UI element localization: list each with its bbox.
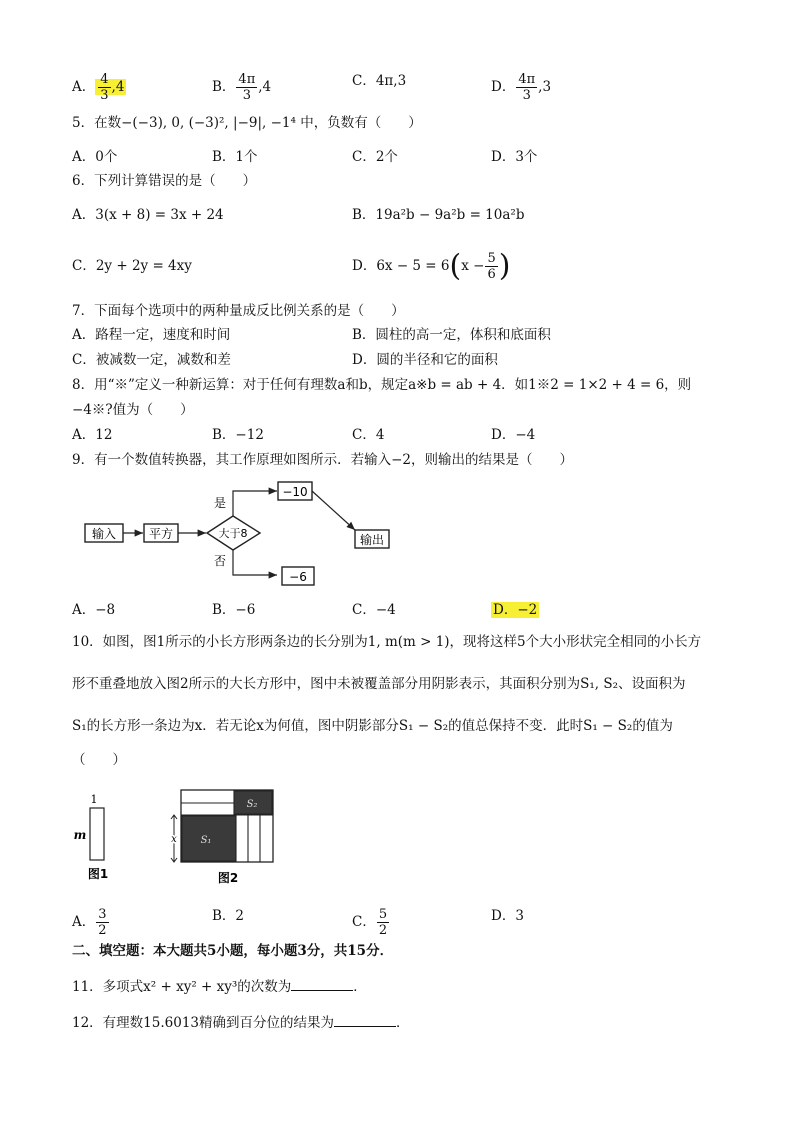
- q8-stem-line2: −4※?值为（ ）: [72, 402, 194, 418]
- q5-option-a[interactable]: A．0个: [72, 149, 118, 165]
- q4-option-a[interactable]: A． $\frac{4}{3}$ ,4: [72, 72, 125, 103]
- fig1-top-label: 1: [90, 793, 98, 806]
- fraction: $\frac{3}{2}$: [98, 907, 107, 938]
- q6-stem: 6．下列计算错误的是（ ）: [72, 173, 257, 189]
- small-rectangle: [90, 808, 104, 860]
- fraction: $\frac{4\pi}{3}$: [518, 72, 536, 103]
- q8-option-a[interactable]: A．12: [72, 427, 113, 443]
- q12: 12．有理数15.6013精确到百分位的结果为 ．: [72, 1012, 410, 1032]
- q10-stem-line4: （ ）: [72, 752, 126, 768]
- q9-option-c[interactable]: C．−4: [352, 602, 396, 618]
- fraction: $\frac{5}{6}$: [487, 251, 496, 282]
- q10-option-b[interactable]: B．2: [212, 908, 245, 924]
- q5-option-d[interactable]: D．3个: [491, 149, 538, 165]
- highlight: $\frac{4}{3}$ ,4: [95, 79, 126, 95]
- minus6-label: −6: [289, 570, 307, 584]
- q5-option-c[interactable]: C．2个: [352, 149, 398, 165]
- q9-option-a[interactable]: A．−8: [72, 602, 116, 618]
- arrow: [233, 491, 277, 516]
- q11: 11．多项式x² + xy² + xy³的次数为 ．: [72, 976, 367, 996]
- no-label: 否: [213, 554, 227, 568]
- q10-stem-line2: 形不重叠地放入图2所示的大长方形中，图中未被覆盖部分用阴影表示，其面积分别为S₁, S₂、设面积为: [72, 676, 686, 692]
- q4-option-c[interactable]: C．4π,3: [352, 73, 407, 89]
- yes-label: 是: [213, 496, 227, 510]
- q8-option-c[interactable]: C．4: [352, 427, 385, 443]
- figure-2: [160, 785, 285, 890]
- input-label: 输入: [91, 527, 117, 541]
- fig2-caption: 图2: [217, 871, 239, 885]
- q6-option-d[interactable]: D．6x − 5 = 6(x − $\frac{5}{6}$ ): [352, 248, 511, 284]
- output-label: 输出: [359, 533, 385, 547]
- q9-option-b[interactable]: B．−6: [212, 602, 256, 618]
- q5-stem: 5．在数−(−3), 0, (−3)², |−9|, −1⁴ 中，负数有（ ）: [72, 115, 422, 131]
- q9-option-d[interactable]: [491, 601, 539, 619]
- x-label: x: [171, 834, 177, 845]
- square-label: 平方: [148, 527, 174, 541]
- q8-option-b[interactable]: B．−12: [212, 427, 264, 443]
- highlight: D．−2: [493, 602, 538, 618]
- answer-blank[interactable]: [334, 1012, 396, 1027]
- arrow: [233, 550, 277, 575]
- fraction: $\frac{4}{3}$: [100, 72, 109, 103]
- q7-option-c[interactable]: C．被减数一定，减数和差: [72, 352, 231, 368]
- fig1-caption: 图1: [87, 867, 109, 881]
- q10-option-c[interactable]: C． $\frac{5}{2}$: [352, 907, 388, 938]
- fraction: $\frac{4\pi}{3}$: [238, 72, 256, 103]
- flowchart-diagram: [80, 478, 400, 593]
- figure-1: [70, 790, 130, 890]
- q10-option-d[interactable]: D．3: [491, 908, 524, 924]
- q4-option-b[interactable]: B． $\frac{4\pi}{3}$ ,4: [212, 72, 272, 103]
- q6-option-c[interactable]: C．2y + 2y = 4xy: [72, 258, 192, 274]
- section-2-heading: 二、填空题：本大题共5小题，每小题3分，共15分．: [72, 943, 394, 959]
- q6-option-b[interactable]: B．19a²b − 9a²b = 10a²b: [352, 207, 525, 223]
- q5-option-b[interactable]: B．1个: [212, 149, 258, 165]
- q7-option-a[interactable]: A．路程一定，速度和时间: [72, 327, 231, 343]
- arrow: [312, 491, 355, 530]
- q7-stem: 7．下面每个选项中的两种量成反比例关系的是（ ）: [72, 303, 405, 319]
- fig1-side-label: m: [73, 828, 87, 842]
- q7-option-d[interactable]: D．圆的半径和它的面积: [352, 352, 498, 368]
- fraction: $\frac{5}{2}$: [378, 907, 388, 938]
- s1-label: S₁: [200, 835, 212, 846]
- q4-option-d[interactable]: D． $\frac{4\pi}{3}$ ,3: [491, 72, 552, 103]
- q10-option-a[interactable]: A． $\frac{3}{2}$: [72, 907, 107, 938]
- q10-stem-line1: 10．如图，图1所示的小长方形两条边的长分别为1, m(m > 1)，现将这样5个大小形状完全相同的小长方: [72, 634, 702, 650]
- q6-option-a[interactable]: A．3(x + 8) = 3x + 24: [72, 207, 224, 223]
- q8-stem-line1: 8．用“※”定义一种新运算：对于任何有理数a和b，规定a※b = ab + 4．如1※2 = 1×2 + 4 = 6，则: [72, 377, 692, 393]
- answer-blank[interactable]: [291, 976, 353, 991]
- minus10-label: −10: [282, 485, 308, 499]
- condition-label: 大于8: [218, 527, 248, 540]
- q10-stem-line3: S₁的长方形一条边为x．若无论x为何值，图中阴影部分S₁ − S₂的值总保持不变．此时S₁ − S₂的值为: [72, 718, 673, 734]
- q9-stem: 9．有一个数值转换器，其工作原理如图所示．若输入−2，则输出的结果是（ ）: [72, 452, 573, 468]
- q8-option-d[interactable]: D．−4: [491, 427, 536, 443]
- q7-option-b[interactable]: B．圆柱的高一定，体积和底面积: [352, 327, 551, 343]
- s2-label: S₂: [246, 799, 258, 810]
